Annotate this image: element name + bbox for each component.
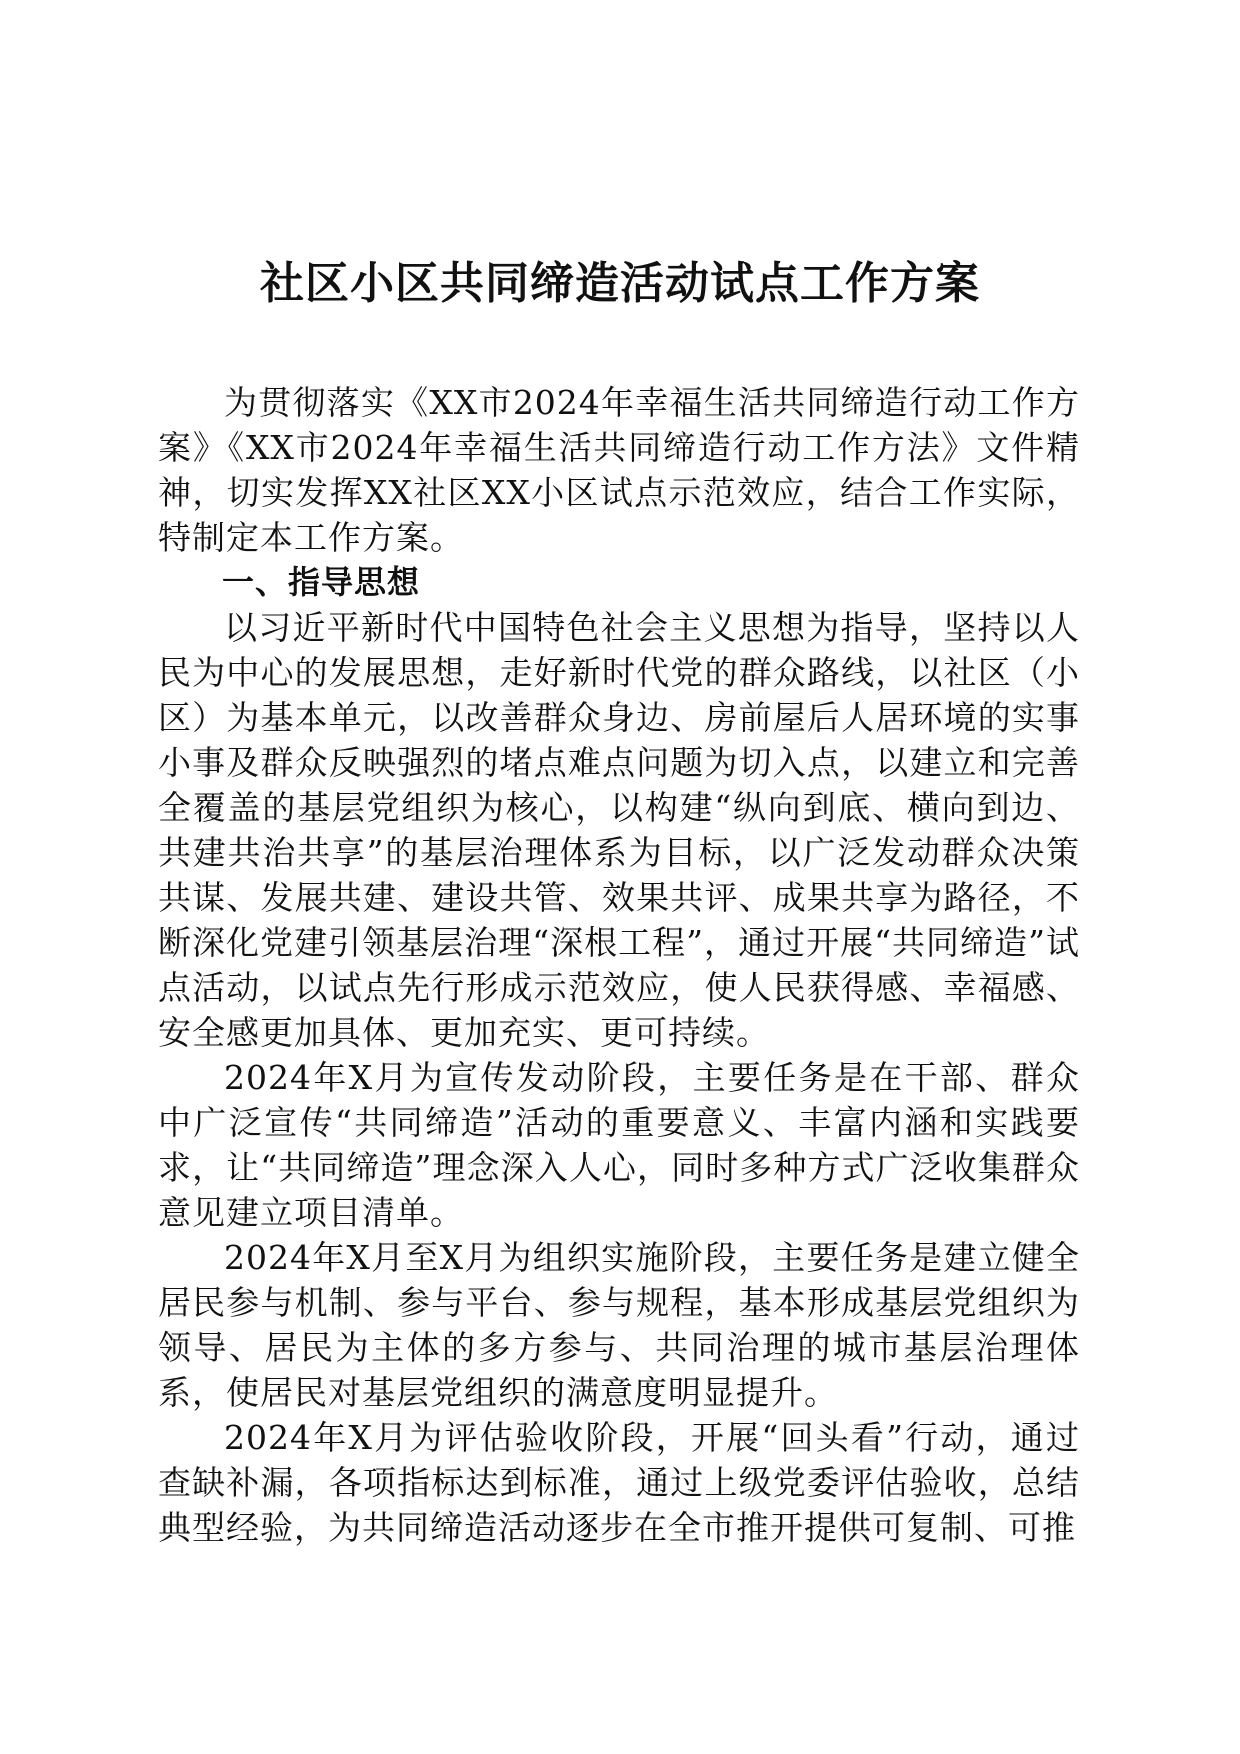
guiding-ideology-paragraph: 以习近平新时代中国特色社会主义思想为指导，坚持以人民为中心的发展思想，走好新时代党的群众路线，以社区（小区）为基本单元，以改善群众身边、房前屋后人居环境的实事小事及群众反映强烈的堵点难点问题为切入点，以建立和完善全覆盖的基层党组织为核心，以构建“纵向到底、横向到边、共建共治共享”的基层治理体系为目标，以广泛发动群众决策共谋、发展共建、建设共管、效果共评、成果共享为路径，不断深化党建引领基层治理“深根工程”，通过开展“共同缔造”试点活动，以试点先行形成示范效应，使人民获得感、幸福感、安全感更加具体、更加充实、更可持续。 [158, 608, 1080, 1052]
document-body [158, 380, 1080, 1550]
intro-paragraph: 为贯彻落实《XX市2024年幸福生活共同缔造行动工作方案》《XX市2024年幸福生活共同缔造行动工作方法》文件精神，切实发挥XX社区XX小区试点示范效应，结合工作实际，特制定本工作方案。 [158, 383, 1080, 557]
implementation-stage-paragraph: 2024年X月至X月为组织实施阶段，主要任务是建立健全居民参与机制、参与平台、参与规程，基本形成基层党组织为领导、居民为主体的多方参与、共同治理的城市基层治理体系，使居民对基层党组织的满意度明显提升。 [158, 1238, 1080, 1412]
evaluation-stage-paragraph: 2024年X月为评估验收阶段，开展“回头看”行动，通过查缺补漏，各项指标达到标准，通过上级党委评估验收，总结典型经验，为共同缔造活动逐步在全市推开提供可复制、可推 [158, 1418, 1080, 1547]
document-title: 社区小区共同缔造活动试点工作方案 [260, 258, 980, 309]
publicity-stage-paragraph: 2024年X月为宣传发动阶段，主要任务是在干部、群众中广泛宣传“共同缔造”活动的重要意义、丰富内涵和实践要求，让“共同缔造”理念深入人心，同时多种方式广泛收集群众意见建立项目清单。 [158, 1058, 1080, 1232]
section-heading-guiding-ideology: 一、指导思想 [222, 563, 421, 601]
